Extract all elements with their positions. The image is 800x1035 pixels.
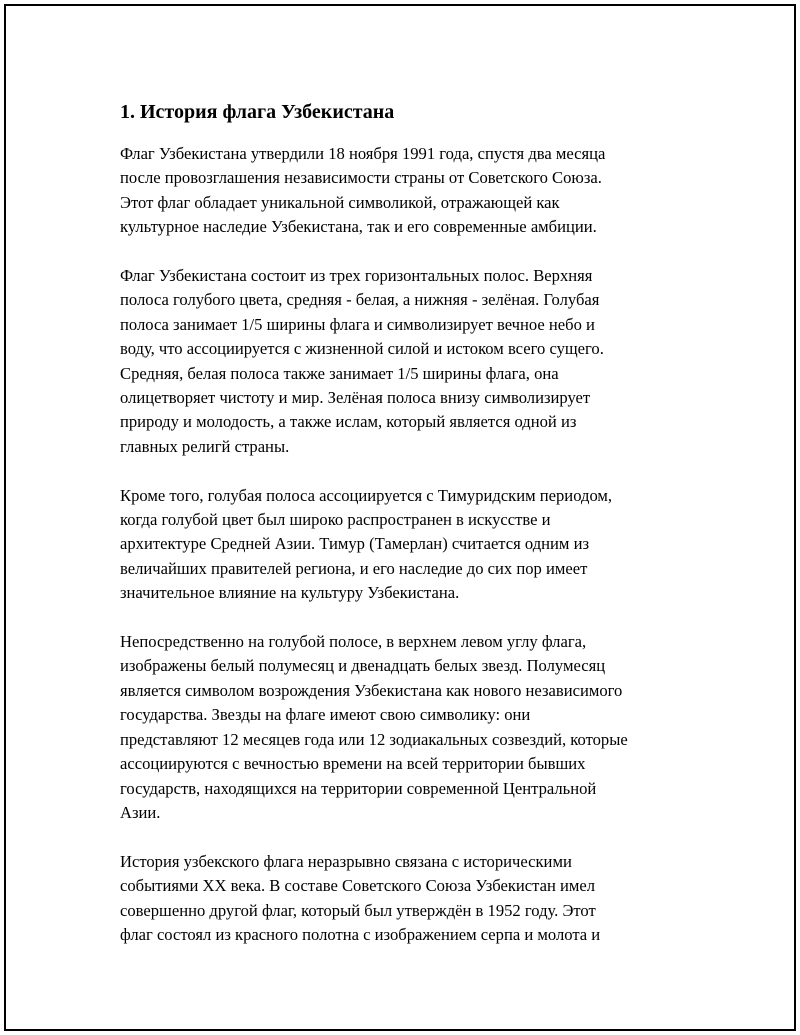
text-line: полоса занимает 1/5 ширины флага и символизирует вечное небо и — [120, 314, 595, 334]
text-line: государства. Звезды на флаге имеют свою символику: они — [120, 705, 531, 725]
text-line: главных религй страны. — [120, 436, 290, 456]
text-line: Кроме того, голубая полоса ассоциируется с Тимуридским периодом, — [120, 485, 613, 505]
text-line: олицетворяет чистоту и мир. Зелёная полоса внизу символизирует — [120, 388, 591, 408]
paragraph-2 — [120, 264, 700, 459]
text-line: является символом возрождения Узбекистана как нового независимого — [120, 680, 623, 700]
text-line: представляют 12 месяцев года или 12 зодиакальных созвездий, которые — [120, 729, 628, 749]
paragraph-3 — [120, 484, 700, 606]
text-line: полоса голубого цвета, средняя - белая, а нижняя - зелёная. Голубая — [120, 290, 600, 310]
text-line: История узбекского флага неразрывно связана с историческими — [120, 851, 572, 871]
text-line: Непосредственно на голубой полосе, в верхнем левом углу флага, — [120, 632, 587, 652]
text-line: Этот флаг обладает уникальной символикой, отражающей как — [120, 192, 560, 212]
text-line: культурное наследие Узбекистана, так и его современные амбиции. — [120, 217, 597, 237]
text-line: совершенно другой флаг, который был утверждён в 1952 году. Этот — [120, 900, 596, 920]
text-line: после провозглашения независимости страны от Советского Союза. — [120, 168, 602, 188]
paragraph-5 — [120, 850, 700, 948]
paragraph-4 — [120, 630, 700, 825]
text-line: государств, находящихся на территории современной Центральной — [120, 778, 597, 798]
text-line: Флаг Узбекистана утвердили 18 ноября 1991 года, спустя два месяца — [120, 144, 606, 163]
page-frame — [4, 4, 796, 1031]
text-line: значительное влияние на культуру Узбекистана. — [120, 583, 460, 603]
text-line: когда голубой цвет был широко распространен в искусстве и — [120, 510, 551, 530]
text-line: природу и молодость, а также ислам, который является одной из — [120, 412, 577, 432]
text-line: Азии. — [120, 802, 161, 822]
text-line: Флаг Узбекистана состоит из трех горизонтальных полос. Верхняя — [120, 266, 593, 286]
text-line: величайших правителей региона, и его наследие до сих пор имеет — [120, 558, 588, 578]
text-line: архитектуре Средней Азии. Тимур (Тамерлан) считается одним из — [120, 534, 590, 554]
text-line: воду, что ассоциируется с жизненной силой и истоком всего сущего. — [120, 339, 604, 359]
text-line: изображены белый полумесяц и двенадцать белых звезд. Полумесяц — [120, 656, 606, 676]
document-title: 1. История флага Узбекистана — [120, 101, 395, 123]
text-line: Средняя, белая полоса также занимает 1/5 ширины флага, она — [120, 363, 559, 383]
text-line: событиями XX века. В составе Советского Союза Узбекистан имел — [120, 876, 596, 896]
paragraph-1 — [120, 142, 700, 240]
text-line: флаг состоял из красного полотна с изображением серпа и молота и — [120, 924, 601, 944]
text-line: ассоциируются с вечностью времени на всей территории бывших — [120, 754, 586, 774]
document-body — [120, 99, 700, 972]
